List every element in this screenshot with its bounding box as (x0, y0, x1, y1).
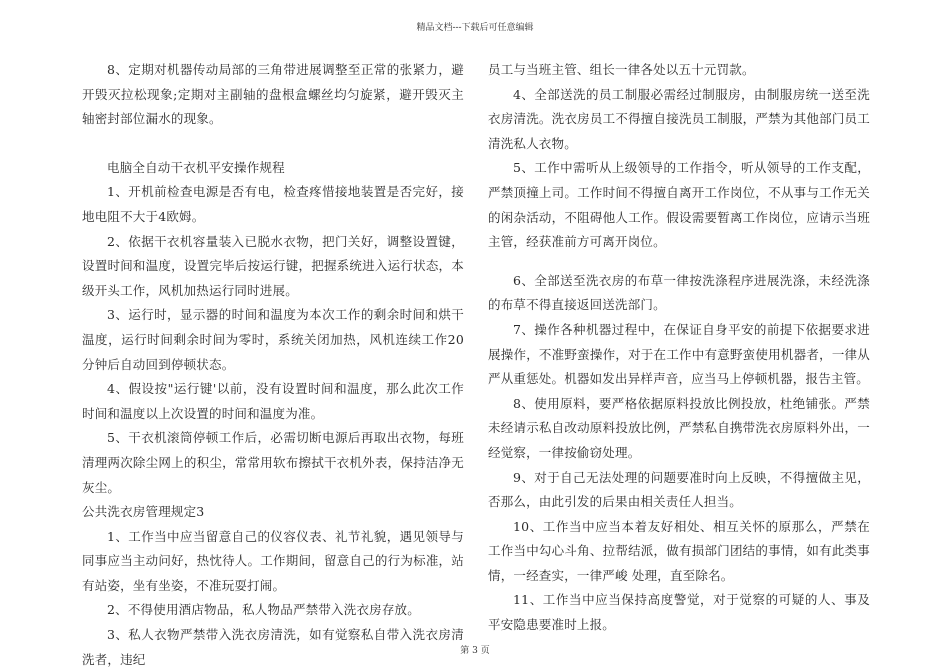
laundry-rule-2: 2、不得使用酒店物品，私人物品严禁带入洗衣房存放。 (107, 602, 420, 618)
laundry-rule-11: 11、工作当中应当保持高度警觉，对于觉察的可疑的人、事及平安隐患要准时上报。 (488, 592, 870, 633)
dryer-rule-5: 5、干衣机滚筒停顿工作后，必需切断电源后再取出衣物，每班清理两次除尘网上的积尘，常常用软布擦拭干衣机外表，保持洁净无灰尘。 (82, 430, 464, 495)
laundry-rule-3: 3、私人衣物严禁带入洗衣房清洗，如有觉察私自带入洗衣房清洗者，违纪 (82, 627, 464, 667)
laundry-rule-7: 7、操作各种机器过程中，在保证自身平安的前提下依据要求进展操作，不准野蛮操作，对于在工作中有意野蛮使用机器者，一律从严从重惩处。机器如发出异样声音，应当马上停顿机器，报告主管。 (488, 321, 870, 387)
laundry-rule-3-continued: 员工与当班主管、组长一律各处以五十元罚款。 (488, 62, 755, 77)
section-title-dryer: 电脑全自动干衣机平安操作规程 (107, 159, 285, 175)
dryer-rule-3: 3、运行时，显示器的时间和温度为本次工作的剩余时间和烘干温度，运行时间剩余时间为零时，系统关闭加热，风机连续工作20分钟后自动回到停顿状态。 (82, 307, 464, 372)
right-column (488, 58, 870, 638)
page-header: 精品文档---下载后可任意编辑 (416, 23, 534, 33)
dryer-rule-1: 1、开机前检查电源是否有电，检查疼惜接地装置是否完好，接地电阻不大于4欧姆。 (82, 184, 464, 224)
section-title-laundry: 公共洗衣房管理规定3 (82, 504, 205, 520)
maintenance-item-8: 8、定期对机器传动局部的三角带进展调整至正常的张紧力，避开毁灭拉松现象;定期对主副轴的盘根盒螺丝均匀旋紧，避开毁灭主轴密封部位漏水的现象。 (82, 62, 464, 127)
laundry-rule-1: 1、工作当中应当留意自己的仪容仪表、礼节礼貌，遇见领导与同事应当主动问好，热忱待人。工作期间，留意自己的行为标准，站有站姿，坐有坐姿，不准玩耍打闹。 (82, 528, 464, 593)
laundry-rule-8: 8、使用原料，要严格依据原料投放比例投放，杜绝铺张。严禁未经请示私自改动原料投放比例，严禁私自携带洗衣房原料外出，一经觉察，一律按偷窃处理。 (488, 395, 870, 460)
laundry-rule-4: 4、全部送洗的员工制服必需经过制服房，由制服房统一送至洗衣房清洗。洗衣房员工不得擅自接洗员工制服，严禁为其他部门员工清洗私人衣物。 (488, 86, 870, 151)
left-column (82, 58, 464, 672)
laundry-rule-5: 5、工作中需听从上级领导的工作指令，听从领导的工作支配，严禁顶撞上司。工作时间不得擅自离开工作岗位，不从事与工作无关的闲杂活动，不阻碍他人工作。假设需要暂离工作岗位，应请示当班主管，经获准前方可离开岗位。 (488, 160, 870, 250)
dryer-rule-4: 4、假设按"运行键'以前，没有设置时间和温度，那么此次工作时间和温度以上次设置的时间和温度为准。 (82, 381, 464, 421)
page-number: 第 3 页 (460, 646, 490, 656)
laundry-rule-9: 9、对于自己无法处理的问题要准时向上反映，不得擅做主见，否那么，由此引发的后果由相关责任人担当。 (488, 469, 870, 510)
dryer-rule-2: 2、依据干衣机容量装入已脱水衣物，把门关好，调整设置键，设置时间和温度，设置完毕后按运行键，把握系统进入运行状态，本级开头工作，风机加热运行同时进展。 (82, 233, 464, 298)
laundry-rule-10: 10、工作当中应当本着友好相处、相互关怀的原那么，严禁在工作当中勾心斗角、拉帮结派，做有损部门团结的事情，如有此类事情，一经查实，一律严峻 处理，直至除名。 (488, 518, 870, 583)
laundry-rule-6: 6、全部送至洗衣房的布草一律按洗涤程序进展洗涤，未经洗涤的布草不得直接返回送洗部门。 (488, 272, 870, 313)
